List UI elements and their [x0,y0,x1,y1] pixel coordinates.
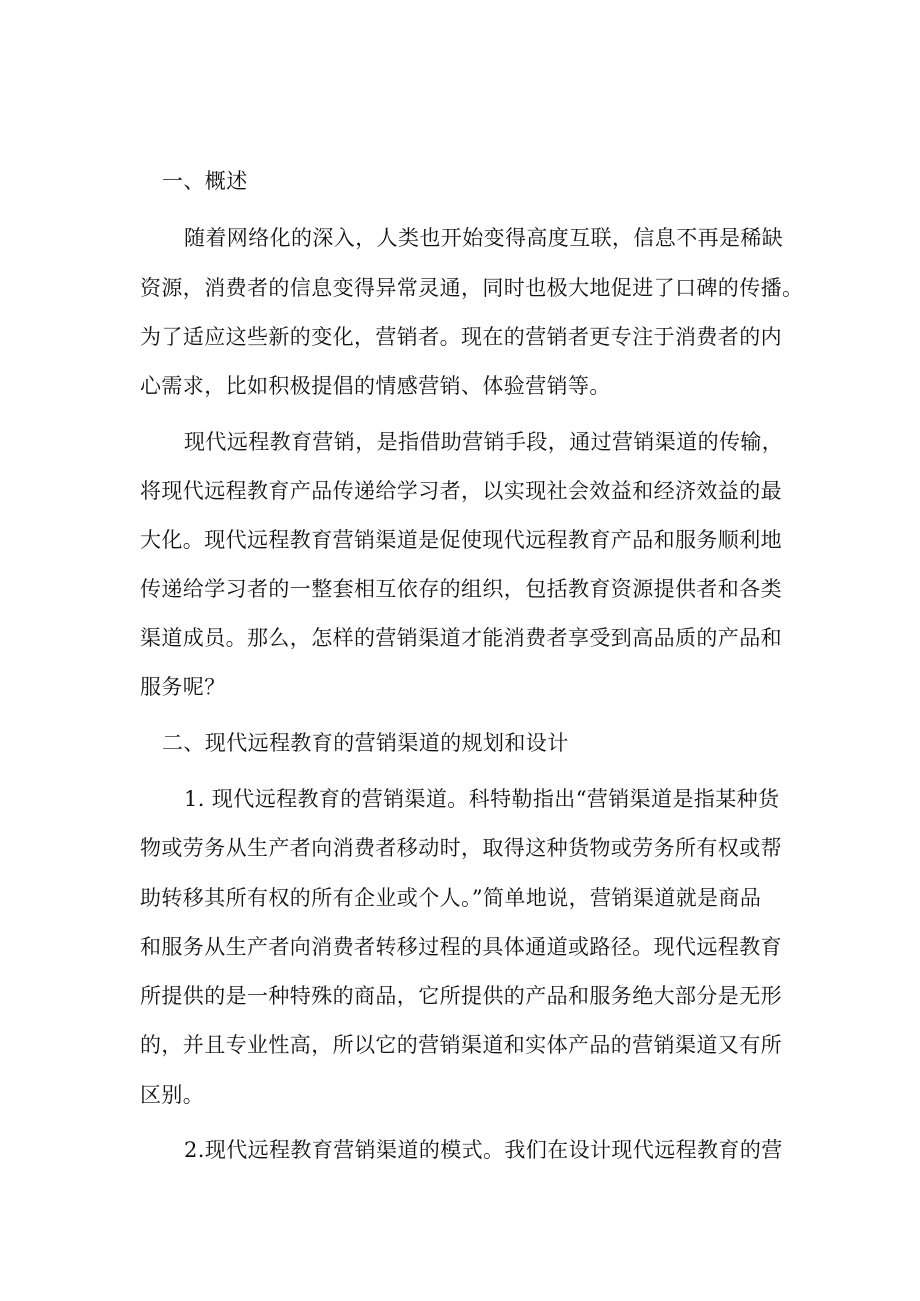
paragraph-line: 为了适应这些新的变化，营销者。现在的营销者更专注于消费者的内 [140,325,782,349]
paragraph-line: 助转移其所有权的所有企业或个人。”简单地说，营销渠道就是商品 [140,886,762,910]
paragraph-line: 和服务从生产者向消费者转移过程的具体通道或路径。现代远程教育 [140,935,782,959]
paragraph-line: 所提供的是一种特殊的商品，它所提供的产品和服务绝大部分是无形 [140,984,782,1008]
paragraph-line: 心需求，比如积极提倡的情感营销、体验营销等。 [140,374,611,398]
paragraph-line: 将现代远程教育产品传递给学习者，以实现社会效益和经济效益的最 [140,479,782,503]
paragraph-line: 传递给学习者的一整套相互依存的组织，包括教育资源提供者和各类 [140,577,782,601]
paragraph-line: 渠道成员。那么，怎样的营销渠道才能消费者享受到高品质的产品和 [140,626,782,650]
paragraph-line: 1. 现代远程教育的营销渠道。科特勒指出“营销渠道是指某种货 [184,787,780,811]
paragraph-line: 2.现代远程教育营销渠道的模式。我们在设计现代远程教育的营 [184,1138,783,1162]
paragraph-line: 随着网络化的深入，人类也开始变得高度互联，信息不再是稀缺 [184,226,784,250]
paragraph-line: 物或劳务从生产者向消费者移动时，取得这种货物或劳务所有权或帮 [140,836,782,860]
section-heading-channel-planning: 二、现代远程教育的营销渠道的规划和设计 [162,731,569,755]
paragraph-line: 区别。 [140,1083,205,1107]
section-heading-overview: 一、概述 [162,169,248,193]
paragraph-line: 现代远程教育营销，是指借助营销手段，通过营销渠道的传输， [184,430,784,454]
paragraph-line: 大化。现代远程教育营销渠道是促使现代远程教育产品和服务顺利地 [140,528,782,552]
paragraph-line: 服务呢？ [140,675,226,699]
paragraph-line: 的，并且专业性高，所以它的营销渠道和实体产品的营销渠道又有所 [140,1033,782,1057]
paragraph-line: 资源，消费者的信息变得异常灵通，同时也极大地促进了口碑的传播。 [140,276,804,300]
